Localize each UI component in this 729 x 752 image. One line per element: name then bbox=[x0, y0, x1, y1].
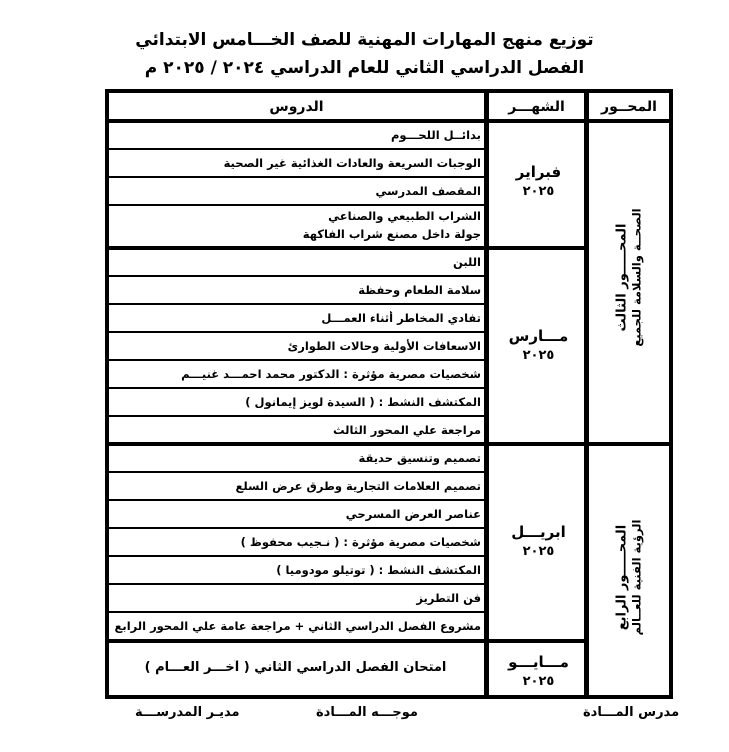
row-divider bbox=[109, 148, 486, 150]
month-year: ٢٠٢٥ bbox=[522, 544, 555, 559]
section-divider-axis3-axis4 bbox=[105, 442, 673, 446]
row-divider bbox=[109, 499, 486, 501]
lesson-item: المقصف المدرسي bbox=[375, 184, 481, 198]
lesson-item: تصميم وتنسيق حديقة bbox=[358, 451, 481, 465]
month-name: مـــارس bbox=[508, 327, 569, 345]
month-name: ابريـــل bbox=[511, 523, 566, 541]
axis-subtitle: الصحــة والسلامة للجميع bbox=[629, 208, 644, 347]
row-divider bbox=[109, 611, 486, 613]
month-year: ٢٠٢٥ bbox=[522, 674, 555, 689]
month-year: ٢٠٢٥ bbox=[522, 348, 555, 363]
header-lessons: الدروس bbox=[269, 99, 324, 115]
section-divider-apr-may bbox=[105, 639, 589, 643]
lesson-item: شخصيات مصرية مؤثرة : ( نـجيب محفوظ ) bbox=[240, 535, 481, 549]
signature-principal: مديـر المدرســـة bbox=[135, 705, 240, 720]
signature-supervisor: موجـــه المـــادة bbox=[316, 705, 418, 720]
lesson-item: المكتشف النشط : ( السيدة لويز إيمانول ) bbox=[245, 395, 481, 409]
row-divider bbox=[109, 204, 486, 206]
lesson-item: سلامة الطعام وحفظة bbox=[358, 283, 481, 297]
lesson-item: الوجبات السريعة والعادات الغذائية غير الصحية bbox=[223, 156, 481, 170]
row-divider bbox=[109, 471, 486, 473]
lesson-item: مشروع الفصل الدراسي الثاني + مراجعة عامة علي المحور الرابع bbox=[114, 619, 481, 633]
may-exam: امتحان الفصل الدراسي الثاني ( آخـــر العـــام ) bbox=[144, 660, 447, 675]
lesson-item: عناصر العرض المسرحي bbox=[345, 507, 481, 521]
header-axis: المحــور bbox=[601, 99, 657, 115]
row-divider bbox=[109, 303, 486, 305]
table-border-right bbox=[669, 89, 673, 699]
axis-title: المحـــــور الرابع bbox=[614, 524, 630, 631]
section-divider-feb-mar bbox=[105, 246, 589, 250]
lesson-item: جولة داخل مصنع شراب الفاكهة bbox=[302, 227, 481, 241]
month-name: مـــايـــو bbox=[508, 653, 569, 671]
month-april bbox=[491, 522, 586, 562]
month-may bbox=[491, 652, 586, 692]
axis-three bbox=[615, 198, 644, 358]
row-divider bbox=[109, 176, 486, 178]
row-divider bbox=[109, 527, 486, 529]
row-divider bbox=[109, 555, 486, 557]
month-name: فبراير bbox=[515, 163, 562, 181]
signature-teacher: مدرس المـــادة bbox=[583, 705, 680, 720]
month-march bbox=[491, 326, 586, 366]
lesson-item: مراجعة علي المحور الثالث bbox=[332, 423, 481, 437]
axis-four bbox=[615, 498, 644, 658]
row-divider bbox=[109, 387, 486, 389]
lesson-item: بدائــل اللحـــوم bbox=[390, 128, 481, 142]
lesson-item: تفادي المخاطر أثناء العمـــل bbox=[321, 311, 481, 325]
lesson-item: اللبن bbox=[453, 255, 481, 269]
row-divider bbox=[109, 583, 486, 585]
month-year: ٢٠٢٥ bbox=[522, 184, 555, 199]
axis-subtitle: الرؤية الفنية للعــالم bbox=[629, 519, 644, 636]
lesson-item: شخصيات مصرية مؤثرة : الدكتور محمد احمـــد غنيـــم bbox=[181, 367, 481, 381]
table-border-left bbox=[105, 89, 109, 699]
lesson-item: الاسعافات الأولية وحالات الطوارئ bbox=[287, 339, 481, 353]
row-divider bbox=[109, 275, 486, 277]
lesson-item: المكتشف النشط : ( توتيلو مودوميا ) bbox=[276, 563, 481, 577]
month-february bbox=[491, 162, 586, 202]
lesson-item: تصميم العلامات التجارية وطرق عرض السلع bbox=[235, 479, 481, 493]
axis-title: المحـــــور الثالث bbox=[614, 223, 630, 332]
row-divider bbox=[109, 331, 486, 333]
column-divider-lessons-month bbox=[484, 89, 489, 699]
row-divider bbox=[109, 359, 486, 361]
lesson-item: الشراب الطبيعي والصناعي bbox=[328, 209, 481, 223]
header-month: الشهـــر bbox=[508, 99, 565, 115]
row-divider bbox=[109, 415, 486, 417]
document-title: توزيع منهج المهارات المهنية للصف الخـــامس الابتدائي bbox=[135, 30, 594, 50]
document-subtitle: الفصل الدراسي الثاني للعام الدراسي ٢٠٢٤ / ٢٠٢٥ م bbox=[144, 58, 585, 78]
lesson-item: فن التطريز bbox=[416, 591, 481, 605]
